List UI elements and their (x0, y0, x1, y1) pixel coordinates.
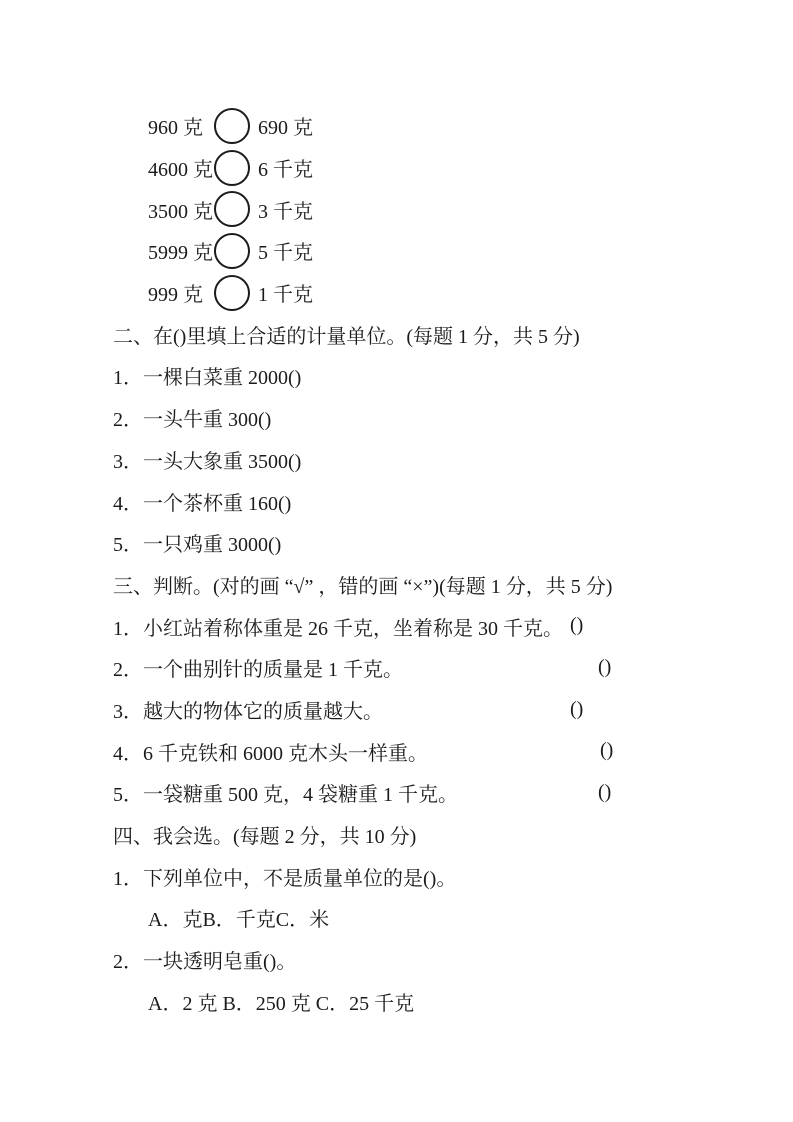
compare-left-value: 3500 克 (148, 200, 213, 223)
judgment-item (113, 689, 713, 731)
judgment-item (113, 605, 713, 647)
compare-right-value: 3 千克 (258, 200, 313, 223)
fill-unit-item: 3．一头大象重 3500() (113, 450, 302, 473)
judgment-answer-blank[interactable]: () (570, 614, 584, 637)
section-four-heading: 四、我会选。(每题 2 分，共 10 分) (113, 826, 417, 849)
compare-left-value: 999 克 (148, 284, 203, 307)
fill-unit-item: 4．一个茶杯重 160() (113, 492, 292, 515)
compare-row (113, 188, 713, 230)
judgment-answer-blank[interactable]: () (598, 655, 612, 678)
comparison-answer-circle[interactable] (214, 108, 250, 144)
judgment-answer-blank[interactable]: () (570, 697, 584, 720)
comparison-answer-circle[interactable] (214, 275, 250, 311)
choice-options[interactable]: A．2 克 B．250 克 C．25 千克 (148, 992, 415, 1015)
choice-question: 2．一块透明皂重()。 (113, 951, 297, 974)
compare-row (113, 230, 713, 272)
comparison-answer-circle[interactable] (214, 150, 250, 186)
compare-row (113, 105, 713, 147)
judgment-item (113, 647, 713, 689)
compare-right-value: 1 千克 (258, 284, 313, 307)
compare-row (113, 147, 713, 189)
judgment-text: 1．小红站着称体重是 26 千克，坐着称是 30 千克。 (113, 617, 563, 640)
judgment-text: 3．越大的物体它的质量越大。 (113, 700, 383, 723)
judgment-answer-blank[interactable]: () (598, 781, 612, 803)
choice-options[interactable]: A．克B．千克C．米 (148, 909, 330, 932)
compare-left-value: 5999 克 (148, 242, 213, 265)
compare-left-value: 4600 克 (148, 159, 213, 182)
section-two-heading: 二、在()里填上合适的计量单位。(每题 1 分，共 5 分) (113, 325, 580, 348)
fill-unit-item: 2．一头牛重 300() (113, 409, 272, 432)
fill-unit-item: 5．一只鸡重 3000() (113, 534, 282, 557)
worksheet-page (113, 105, 713, 1022)
compare-left-value: 960 克 (148, 117, 203, 140)
comparison-answer-circle[interactable] (214, 233, 250, 269)
judgment-text: 4．6 千克铁和 6000 克木头一样重。 (113, 742, 428, 765)
judgment-text: 5．一袋糖重 500 克，4 袋糖重 1 千克。 (113, 784, 458, 807)
comparison-answer-circle[interactable] (214, 191, 250, 227)
judgment-text: 2．一个曲别针的质量是 1 千克。 (113, 659, 403, 682)
choice-question: 1．下列单位中，不是质量单位的是()。 (113, 867, 457, 890)
fill-unit-item: 1．一棵白菜重 2000() (113, 367, 302, 390)
compare-row (113, 272, 713, 314)
judgment-item (113, 772, 713, 814)
compare-right-value: 690 克 (258, 117, 313, 140)
judgment-answer-blank[interactable]: () (600, 739, 614, 762)
section-three-heading: 三、判断。(对的画 “√” ，错的画 “×”)(每题 1 分，共 5 分) (113, 575, 613, 598)
judgment-item (113, 730, 713, 772)
compare-right-value: 6 千克 (258, 159, 313, 182)
compare-right-value: 5 千克 (258, 242, 313, 265)
